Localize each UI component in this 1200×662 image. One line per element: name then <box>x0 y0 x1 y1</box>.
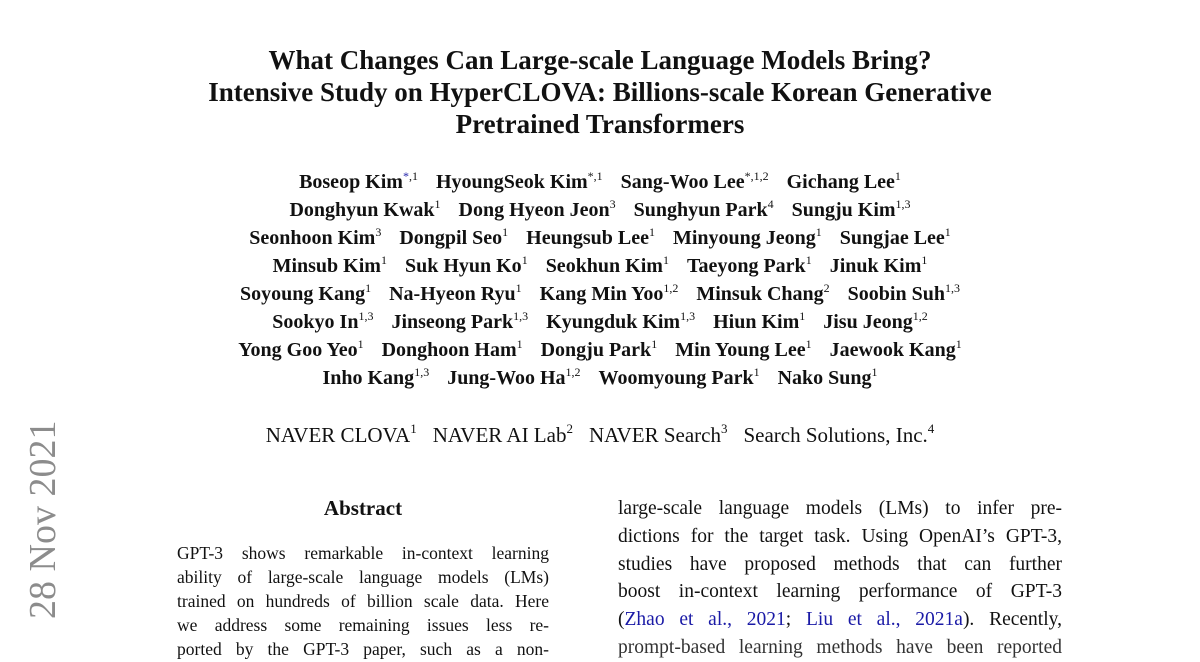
author-affiliation-mark <box>913 309 928 323</box>
author-affiliation-mark <box>895 169 901 183</box>
affiliation-number: 3 <box>720 421 728 436</box>
author-name-text: Sang-Woo Lee <box>620 171 745 193</box>
author-affiliation-mark <box>435 197 441 211</box>
author-name-text: Suk Hyun Ko <box>404 255 522 277</box>
author-name-text: Seokhun Kim <box>545 255 663 277</box>
author-name-text: Minyoung Jeong <box>672 227 816 249</box>
author-line <box>100 168 1100 196</box>
author-line <box>100 224 1100 252</box>
affiliation-numbers: 1,2 <box>912 309 928 323</box>
author-affiliation-mark <box>414 365 429 379</box>
author-affiliation-mark <box>651 337 657 351</box>
author-affiliation-mark <box>921 253 927 267</box>
author-name <box>389 280 522 308</box>
author-name <box>673 224 822 252</box>
author-affiliation-mark <box>588 169 603 183</box>
affiliation-numbers: 1,3 <box>358 309 374 323</box>
author-name-text: Jinseong Park <box>391 311 514 333</box>
affiliation-numbers: 4 <box>767 197 774 211</box>
author-affiliation-mark <box>945 225 951 239</box>
author-name-text: Jinuk Kim <box>829 255 922 277</box>
affiliation-numbers: 1 <box>815 225 822 239</box>
author-line <box>100 196 1100 224</box>
author-name-text: Donghyun Kwak <box>289 199 435 221</box>
affiliation <box>743 421 934 449</box>
paper-title <box>120 44 1080 140</box>
intro-line: prompt-based learning methods have been reported <box>618 636 1062 658</box>
author-affiliation-mark <box>663 253 669 267</box>
author-affiliation-mark <box>956 337 962 351</box>
abstract-body <box>177 541 549 661</box>
author-affiliation-mark <box>824 281 830 295</box>
intro-column-text <box>618 495 1062 662</box>
author-affiliation-mark <box>566 365 581 379</box>
author-name <box>526 224 655 252</box>
author-name-text: Hiun Kim <box>713 311 800 333</box>
affiliation-numbers: 1 <box>365 281 372 295</box>
author-name-text: Sunghyun Park <box>633 199 768 221</box>
affiliation-numbers: 1,3 <box>895 197 911 211</box>
author-affiliation-mark <box>754 365 760 379</box>
author-name <box>436 168 603 196</box>
author-name-text: HyoungSeok Kim <box>435 171 588 193</box>
author-line <box>100 336 1100 364</box>
affiliation <box>589 421 728 449</box>
affiliation-numbers: 1 <box>799 309 806 323</box>
author-name-text: Heungsub Lee <box>526 227 649 249</box>
author-name-text: Sungju Kim <box>791 199 896 221</box>
title-line-1: What Changes Can Large-scale Language Models Bring? <box>268 45 932 75</box>
author-affiliation-mark <box>381 253 387 267</box>
author-affiliation-mark <box>806 337 812 351</box>
author-name <box>382 336 523 364</box>
author-name <box>273 252 387 280</box>
affiliation-number: 1 <box>410 421 417 436</box>
author-name-text: Nako Sung <box>777 367 872 389</box>
affiliation-numbers: 1 <box>662 253 669 267</box>
author-name <box>272 308 373 336</box>
citation-link-zhao[interactable]: Zhao et al., 2021 <box>624 609 786 631</box>
title-line-2: Intensive Study on HyperCLOVA: Billions-scale Korean Generative <box>208 77 992 107</box>
author-name-text: Jaewook Kang <box>829 339 956 361</box>
affiliation-numbers: 1,3 <box>944 281 960 295</box>
author-name <box>778 364 878 392</box>
affiliation-number: 4 <box>927 421 935 436</box>
author-name <box>787 168 901 196</box>
author-name <box>713 308 805 336</box>
author-name <box>447 364 580 392</box>
title-line-3: Pretrained Transformers <box>455 109 745 139</box>
author-name <box>621 168 769 196</box>
author-affiliation-mark <box>680 309 695 323</box>
affiliation-numbers: 1,3 <box>414 365 430 379</box>
author-name <box>405 252 528 280</box>
abstract-line: ported by the GPT-3 paper, such as a non- <box>177 639 549 659</box>
author-name <box>599 364 760 392</box>
author-affiliation-mark <box>799 309 805 323</box>
author-name-text: Seonhoon Kim <box>249 227 376 249</box>
affiliation-numbers: 1,2 <box>663 281 679 295</box>
affiliation-numbers: 1,2 <box>565 365 581 379</box>
affiliation-numbers: 1 <box>648 225 655 239</box>
affiliation-numbers: 1,3 <box>680 309 696 323</box>
affiliation-numbers: 1 <box>651 337 658 351</box>
author-name-text: Boseop Kim <box>299 171 403 193</box>
author-affiliation-mark <box>502 225 508 239</box>
author-name-text: Donghoon Ham <box>381 339 517 361</box>
affiliation-numbers: ,1 <box>408 169 418 183</box>
author-affiliation-mark <box>522 253 528 267</box>
affiliation-numbers: 1 <box>515 281 522 295</box>
affiliation-numbers: 1 <box>380 253 387 267</box>
author-affiliation-mark <box>745 169 769 183</box>
author-affiliation-mark <box>375 225 381 239</box>
author-name <box>399 224 508 252</box>
intro-line-with-citations <box>618 606 1062 634</box>
author-name-text: Dongpil Seo <box>399 227 503 249</box>
author-name-text: Soobin Suh <box>847 283 945 305</box>
author-line <box>100 364 1100 392</box>
author-name <box>249 224 381 252</box>
author-name-text: Minsuk Chang <box>696 283 824 305</box>
affiliation-name: NAVER Search <box>588 423 721 447</box>
abstract-line: GPT-3 shows remarkable in-context learning <box>177 543 549 563</box>
equal-contribution-footnote-link[interactable]: * <box>402 169 409 183</box>
affiliation-numbers: *,1,2 <box>744 169 769 183</box>
author-list <box>100 168 1100 392</box>
affiliation-numbers: 1 <box>434 197 441 211</box>
affiliation <box>266 421 417 449</box>
author-name <box>634 196 774 224</box>
author-affiliation-mark <box>358 309 373 323</box>
affiliation-numbers: 1 <box>502 225 509 239</box>
affiliation-list <box>120 421 1080 449</box>
author-name <box>840 224 951 252</box>
author-affiliation-mark <box>649 225 655 239</box>
author-affiliation-mark <box>516 281 522 295</box>
author-line <box>100 308 1100 336</box>
affiliation-numbers: 1 <box>516 337 523 351</box>
author-name-text: Minsub Kim <box>272 255 381 277</box>
author-name <box>546 308 695 336</box>
affiliation-numbers: 1 <box>944 225 951 239</box>
affiliation-numbers: 1 <box>357 337 364 351</box>
author-name-text: Min Young Lee <box>675 339 806 361</box>
author-affiliation-mark <box>663 281 678 295</box>
author-name <box>459 196 616 224</box>
intro-line: boost in-context learning performance of GPT-3 <box>618 581 1062 603</box>
author-affiliation-mark <box>896 197 911 211</box>
arxiv-side-stamp: 28 Nov 2021 <box>22 420 64 620</box>
author-name-text: Gichang Lee <box>786 171 895 193</box>
abstract-heading: Abstract <box>323 496 403 520</box>
affiliation-numbers: 1,3 <box>513 309 529 323</box>
author-name <box>541 336 658 364</box>
affiliation-numbers: 1 <box>955 337 962 351</box>
intro-line: large-scale language models (LMs) to infer pre- <box>618 498 1062 519</box>
affiliation-numbers: 1 <box>521 253 528 267</box>
author-name <box>830 252 928 280</box>
author-name <box>848 280 960 308</box>
author-name <box>299 168 418 196</box>
author-affiliation-mark <box>358 337 364 351</box>
author-name <box>238 336 363 364</box>
affiliation-name: NAVER CLOVA <box>265 423 411 447</box>
affiliation-numbers: 1 <box>894 169 901 183</box>
author-affiliation-mark <box>768 197 774 211</box>
abstract-line: we address some remaining issues less re- <box>177 615 549 635</box>
author-name-text: Dong Hyeon Jeon <box>458 199 610 221</box>
affiliation <box>433 421 573 449</box>
author-name <box>830 336 962 364</box>
author-affiliation-mark <box>816 225 822 239</box>
abstract-line: ability of large-scale language models (LMs) <box>177 567 549 587</box>
affiliation-numbers: 1 <box>753 365 760 379</box>
author-name <box>696 280 829 308</box>
author-affiliation-mark <box>517 337 523 351</box>
affiliation-numbers: 3 <box>375 225 382 239</box>
paren-open: ( <box>618 609 625 631</box>
author-line <box>100 280 1100 308</box>
author-name <box>540 280 679 308</box>
affiliation-numbers: 1 <box>921 253 928 267</box>
author-name <box>792 196 911 224</box>
author-line <box>100 252 1100 280</box>
author-affiliation-mark <box>610 197 616 211</box>
affiliation-number: 2 <box>566 421 573 436</box>
affiliation-numbers: 1 <box>805 253 812 267</box>
author-name-text: Jisu Jeong <box>823 311 913 333</box>
author-name-text: Jung-Woo Ha <box>447 367 566 389</box>
author-name-text: Na-Hyeon Ryu <box>389 283 516 305</box>
author-name <box>289 196 440 224</box>
paren-close-text: ). Recently, <box>962 609 1062 631</box>
author-affiliation-mark <box>513 309 528 323</box>
author-name <box>823 308 927 336</box>
author-name <box>322 364 429 392</box>
affiliation-numbers: 2 <box>823 281 830 295</box>
affiliation-numbers: 1 <box>871 365 878 379</box>
author-affiliation-mark <box>945 281 960 295</box>
citation-link-liu[interactable]: Liu et al., 2021a <box>805 609 963 631</box>
author-affiliation-mark <box>872 365 878 379</box>
author-name-text: Woomyoung Park <box>598 367 754 389</box>
author-affiliation-mark <box>403 169 418 183</box>
abstract-line: trained on hundreds of billion scale data. Here <box>177 591 549 611</box>
author-name <box>546 252 669 280</box>
intro-line: studies have proposed methods that can further <box>618 553 1062 575</box>
affiliation-numbers: 3 <box>609 197 616 211</box>
affiliation-name: NAVER AI Lab <box>432 423 567 447</box>
author-affiliation-mark <box>806 253 812 267</box>
author-name-text: Soyoung Kang <box>240 283 366 305</box>
author-name-text: Inho Kang <box>322 367 415 389</box>
intro-line: dictions for the target task. Using OpenAI’s GPT-3, <box>618 525 1062 547</box>
author-affiliation-mark <box>365 281 371 295</box>
author-name-text: Taeyong Park <box>686 255 806 277</box>
affiliation-numbers: *,1 <box>587 169 603 183</box>
author-name <box>687 252 812 280</box>
author-name <box>240 280 371 308</box>
author-name-text: Kyungduk Kim <box>546 311 681 333</box>
author-name <box>391 308 528 336</box>
author-name <box>675 336 811 364</box>
citation-separator: ; <box>785 609 806 631</box>
author-name-text: Sookyo In <box>272 311 359 333</box>
author-name-text: Dongju Park <box>540 339 652 361</box>
author-name-text: Yong Goo Yeo <box>238 339 358 361</box>
affiliation-name: Search Solutions, Inc. <box>743 423 928 447</box>
affiliation-numbers: 1 <box>805 337 812 351</box>
author-name-text: Kang Min Yoo <box>539 283 664 305</box>
author-name-text: Sungjae Lee <box>839 227 945 249</box>
